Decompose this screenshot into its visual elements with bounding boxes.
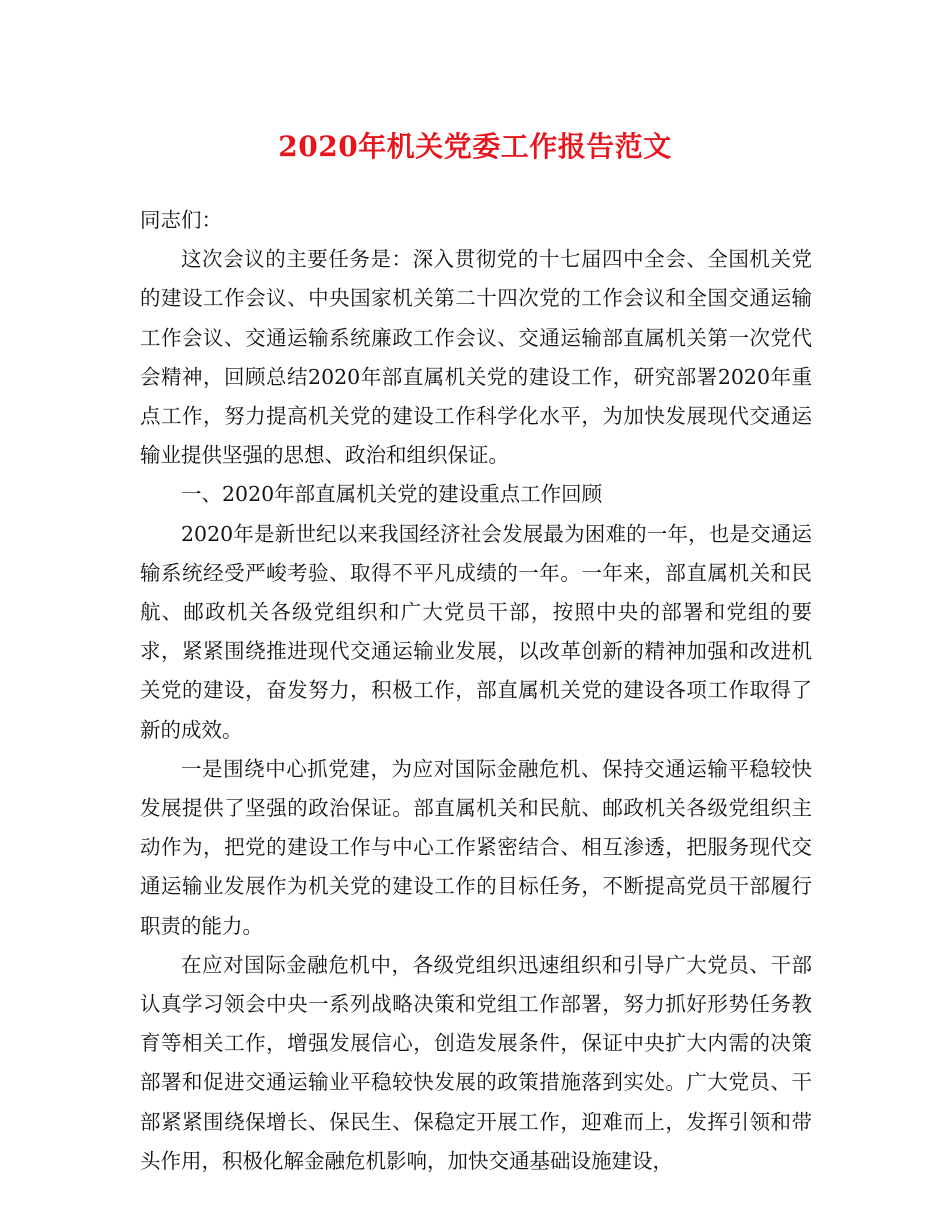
- paragraph-year-review: 2020年是新世纪以来我国经济社会发展最为困难的一年，也是交通运输系统经受严峻考验、取得不平凡成绩的一年。一年来，部直属机关和民航、邮政机关各级党组织和广大党员干部，按照中央的部署和党组的要求，紧紧围绕推进现代交通运输业发展，以改革创新的精神加强和改进机关党的建设，奋发努力，积极工作，部直属机关党的建设各项工作取得了新的成效。: [140, 521, 812, 742]
- document-title: 2020年机关党委工作报告范文: [278, 130, 672, 163]
- paragraph-meeting-tasks: 这次会议的主要任务是：深入贯彻党的十七届四中全会、全国机关党的建设工作会议、中央国家机关第二十四次党的工作会议和全国交通运输工作会议、交通运输系统廉政工作会议、交通运输部直属机关第一次党代会精神，回顾总结2020年部直属机关党的建设工作，研究部署2020年重点工作，努力提高机关党的建设工作科学化水平，为加快发展现代交通运输业提供坚强的思想、政治和组织保证。: [140, 247, 812, 468]
- section-heading-review: 一、2020年部直属机关党的建设重点工作回顾: [181, 482, 603, 507]
- salutation: 同志们：: [140, 208, 222, 232]
- paragraph-financial-crisis: 在应对国际金融危机中，各级党组织迅速组织和引导广大党员、干部认真学习领会中央一系列战略决策和党组工作部署，努力抓好形势任务教育等相关工作，增强发展信心，创造发展条件，保证中央扩大内需的决策部署和促进交通运输业平稳较快发展的政策措施落到实处。广大党员、干部紧紧围绕保增长、保民生、保稳定开展工作，迎难而上，发挥引领和带头作用，积极化解金融危机影响，加快交通基础设施建设，: [140, 952, 812, 1173]
- document-body: [140, 201, 812, 1181]
- paragraph-first-point: 一是围绕中心抓党建，为应对国际金融危机、保持交通运输平稳较快发展提供了坚强的政治保证。部直属机关和民航、邮政机关各级党组织主动作为，把党的建设工作与中心工作紧密结合、相互渗透，把服务现代交通运输业发展作为机关党的建设工作的目标任务，不断提高党员干部履行职责的能力。: [140, 756, 812, 938]
